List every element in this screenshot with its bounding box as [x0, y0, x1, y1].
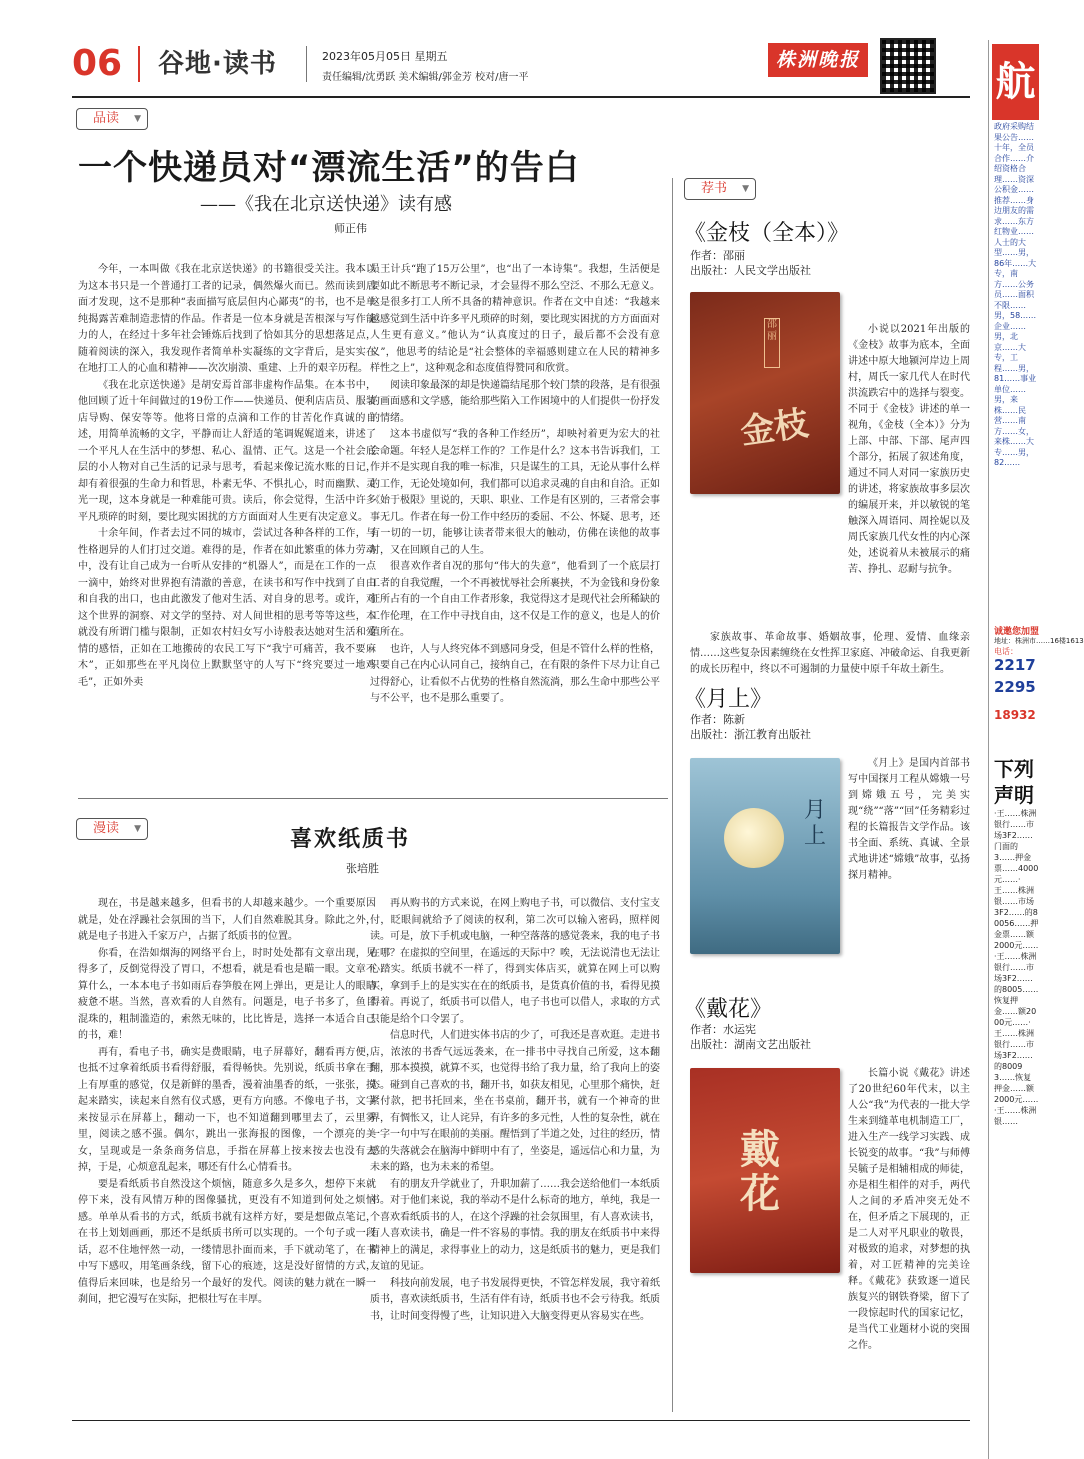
article-subtitle: ——《我在北京送快递》读有感	[200, 194, 452, 215]
adjacent-page-title: 航	[992, 44, 1039, 120]
issue-date: 2023年05月05日 星期五	[322, 50, 448, 63]
ad-notice-label: 诚邀您加盟	[994, 627, 1040, 637]
book-author: 作者：邵丽	[690, 249, 745, 262]
section-title: 谷地·读书	[158, 49, 277, 79]
phone-number: 2295	[994, 678, 1036, 696]
paragraph: 科技向前发展，电子书发展得更快，不管怎样发展，我守着纸质书，喜欢读纸质书，生活有伴有诗，纸质书也不会亏待我。纸质书，让时间变得慢了些，让知识进入大脑变得更从容易实在些。	[370, 1277, 660, 1322]
cover-title: 戴花	[740, 1126, 780, 1217]
page-number: 06	[72, 43, 123, 84]
column-divider	[672, 178, 673, 1412]
header-divider	[138, 46, 140, 82]
paragraph: 现在，书是越来越多，但看书的人却越来越少。一个重要原因就是，处在浮躁社会氛围的当下，人们自然难脱其身。除此之外，就是电子书进入千家万户，占据了纸质书的位置。	[78, 898, 376, 942]
book-description	[848, 1066, 970, 1351]
book-title: 《金枝（全本）》	[684, 221, 850, 246]
qr-code-icon	[880, 38, 936, 94]
article-body-column	[78, 896, 376, 1396]
classified-ads-text: 政府采购结果公告……十年，全员合作……介绍资格合理……资深公积金……推荐……身边朋友的需求……东方红物业……人士的大型……男，86年……大专，南方……公务员……面积不限……男，58……企业……男，北京……大专，工程……男，81……事业单位……男，来株……民营……南方……女，来株……大专……男，82……	[994, 122, 1037, 467]
page-edge-divider	[988, 40, 989, 1459]
book-author: 作者：陈新	[690, 713, 745, 726]
paragraph: 家族故事、革命故事、婚姻故事，伦理、爱情、血缘亲情……这些复杂因素缠绕在女性挥卫家庭、冲破命运、自我更新的成长历程中，终以不可遏制的力量使中原千年故土新生。	[690, 632, 970, 675]
paragraph: 再从购书的方式来说，在网上购电子书，可以微信、支付宝支付，眨眼间就给予了阅读的权利，第二次可以输入密码，照样阅读。可是，放下手机或电脑，一种空落落的感觉袭来，我的电子书在哪？在虚拟的空间里，在遥远的天际中？唉，无法说清也无法让心踏实。纸质书就不一样了，得到实体店买，就算在网上可以购买，拿到手上的是实实在在的纸质书，是货真价值的书，看得见摸得着。再说了，纸质书可以借人，电子书也可以借人，求取的方式只能是给个口令罢了。	[370, 898, 660, 1025]
column-tag-pindu: 品读 ▼	[76, 108, 148, 130]
newspaper-logo: 株洲晚报	[768, 43, 868, 77]
book-title: 《戴花》	[684, 997, 773, 1022]
footer-rule	[72, 1420, 970, 1421]
paragraph: 小说以2021年出版的《金枝》故事为底本，全面讲述中原大地颍河岸边上周村，周氏一家几代人在时代洪流跌宕中的选择与裂变。不同于《金枝》讲述的单一视角，《金枝（全本）》分为上部、中部、下部、尾声四个部分，拓展了叙述角度，通过不同人对同一家族历史的讲述，将家族故事多层次的编展开来，并以敏锐的笔触深入周语同、周拴妮以及周氏家族几代女性的内心深处，述说着从未被展示的痛苦、挣扎、忍耐与抗争。	[848, 324, 970, 575]
article-body-column	[78, 262, 376, 782]
column-tag-mandu: 漫读 ▼	[76, 818, 148, 840]
paragraph: 再有，看电子书，确实是费眼睛，电子屏幕好，翻看再方便，也抵不过拿着纸质书看得舒服，看得畅快。先别说，纸质书拿在手上有厚重的感觉，仅是新鲜的墨香，漫着油墨香的纸，一张张，摸起来踏实，读起来自然有仪式感，更有方向感。不像电子书，文字来按显示在屏幕上，翻动一下，也不知道翻到哪里去了，云里雾里，阅读之感不强。偶尔，跳出一张海报的图像，一个漂亮的美女，呈现或是一条条商务信息，手指在屏幕上按来按去也没有去掉，于是，心烦意乱起来，哪还有什么心情看书。	[78, 1046, 376, 1173]
ad-address: 地址：株洲市……16楼1613	[994, 637, 1084, 645]
book-description	[848, 322, 970, 574]
paragraph: 《月上》是国内首部书写中国探月工程从嫦娥一号到嫦娥五号，完美实现“绕”“落”“回”任务精彩过程的长篇报告文学作品。该书全面、系统、真诚、全景式地讲述“嫦娥”故事，弘扬探月精神。	[848, 758, 970, 881]
book-title: 《月上》	[684, 687, 773, 712]
paragraph: 信息时代，人们进实体书店的少了，可我还是喜欢逛。走进书店，浓浓的书香气远远袭来，在一排书中寻找自己所爱，这本翻翻，那本摸摸，就算不买，也觉得书给了我力量，给了我向上的姿态。碰到自己喜欢的书，翻开书，如获友相见，心里那个痛快，赶紧付款，把书托回来，坐在书桌前，翻开书，就有一个神奇的世界，有惆怅又，让人诧异，有许多的多元性，人性的复杂性，就在一字一句中写在眼前的美丽。醒悟到了半道之处，过往的经历，情感的失落就会在脑海中鲜明中有了，坐姿是，遥远信心和力量，为未来的路，也为未来的希望。	[370, 1030, 660, 1173]
phone-number: 2217	[994, 656, 1036, 674]
book-description	[690, 630, 970, 675]
paragraph: 也许，人与人终究体不到感同身受，但是不管什么样的性格，只要自己在内心认同自己，接纳自己，在有限的条件下尽力让自己过得舒心，让看似不占优势的性格自然流淌，那么生命中那些公平与不公平，也不是那么重要了。	[370, 643, 660, 704]
article-body-column	[370, 262, 660, 782]
column-tag-jianshu: 荐书 ▼	[684, 178, 756, 200]
notice-heading: 下列声明	[994, 757, 1034, 807]
book-publisher: 出版社：人民文学出版社	[690, 264, 811, 277]
paragraph: 这本书虚似写“我的各种工作经历”，却映衬着更为宏大的社会命题。年轻人是怎样工作的？工作是什么？这本书告诉我们，工作并不是实现自我的唯一标准，只是谋生的工具，无论从事什么样的工作，无论处境如何，我们都可以追求灵魂的自由和自洽。正如《始于极限》里说的，天职、职业、工作是有区别的，三者常会事事无几。作者在每一份工作中经历的委屈、不公、怀疑、思考，还有一切的一切，能够让读者带来很大的触动，仿佛在读他的故事时，又在回顾自己的人生。	[370, 429, 660, 556]
cover-title: 月上	[804, 798, 827, 849]
wechat-number: 18932	[994, 708, 1036, 722]
article-body-column	[370, 896, 660, 1396]
paragraph: 阅读印象最深的却是快递篇结尾那个较门禁的段落，是有很强的画面感和文学感，能给那些陷入工作困境中的人们提供一份抒发的情绪。	[370, 379, 660, 424]
paragraph: 员王计兵“跑了15万公里”，也“出了一本诗集”。我想，生活便是要如此不断思考不断记录，才会显得不那么空泛、不那么无意义。这是很多打工人所不具备的精神意识。作者在文中自述：“我越来越感觉到生活中许多平凡琐碎的时刻，要比现实困扰的方方面面对人生更有意义。”他认为“认真度过的日子，最后都不会没有意义”，他思考的结论是“社会整体的幸福感则建立在人民的精神多样性之上”，这种观念和态度值得赞同和欣赏。	[370, 264, 660, 374]
header-divider	[306, 46, 307, 82]
paragraph: 要是看纸质书自然没这个烦恼，随意多久是多久，想停下来就停下来，没有风情万种的图像骚扰，更没有不知道到何处之烦恼感。单单从看书的方式，纸质书就有这样方好，要是想做点笔记，在书上划划画画，那还不是纸质书所可以实现的。一个句子或一段话，忍不住地怦然一动，一缕情思扑面而来，手下就动笔了，在书中写下感叹，用笔画条线，留下心的痕迹，这是没好留情的方式，值得后来回味，也是给另一个最好的发代。阅读的魅力就在一瞬一刹间，把它漫写在实际，把根壮写在丰厚。	[78, 1178, 376, 1305]
notice-text: ·王……株洲银行……市场3F2……门面的3……押金票……4000元……·王……株洲银……市场3F2……的80056……押金票……额2000元……·王……株洲银行……市场3F2……的8005……恢复押金……额2000元……·王……株洲银行……市场3F2……的80093……恢复押金……额2000元……·王……株洲银……	[994, 809, 1039, 1126]
paragraph: 十余年间，作者去过不同的城市，尝试过各种各样的工作，与性格迥异的人们打过交道。难得的是，作者在如此繁重的体力劳动中，没有让自己成为一台听从安排的“机器人”，而是在工作的一点一滴中，始终对世界抱有清澈的善意，在读书和写作中找到了自由和自我的出口，也由此激发了他对生活、对自身的思考。或许，对这个世界的洞察、对文学的坚持、对人间世相的思考等等这些，本就没有所谓门槛与限制，正如农村妇女写小诗般表达她对生活和爱情的感悟，正如在工地搬砖的农民工写下“我宁可痛苦，我不要麻木”，正如那些在平凡岗位上默默坚守的人写下“终究要过一地鸡毛”，正如外卖	[78, 528, 376, 688]
paragraph: 长篇小说《戴花》讲述了20世纪60年代末，以主人公“我”为代表的一批大学生来到缝革电机制造工厂，进入生产一线学习实践、成长锐变的故事。“我”与师傅吴毓子是相辅相成的师徒，亦是相生相伴的对手，两代人之间的矛盾冲突无处不在，但矛盾之下展现的，正是二人对平凡职业的敬畏，对极致的追求，对梦想的执着，对工匠精神的完美诠释。《戴花》获致逐一道民族复兴的钢铁脊梁，留下了一段惊起时代的国家记忆，是当代工业题材小说的突围之作。	[848, 1068, 970, 1351]
header-rule	[72, 96, 970, 98]
article-author: 师正伟	[334, 222, 367, 235]
paragraph: 《我在北京送快递》是胡安焉首部非虚构作品集。在本书中，他回顾了近十年间做过的19份工作——快递员、便利店店员、服装店导购、保安等等。他将日常的点滴和工作的甘苦化作真诚的自述，用简单流畅的文字，平静而让人舒适的笔调娓娓道来，讲述了一个平凡人在生活中的梦想、私心、温情、正气。这是一个社会底层的小人物对自己生活的记录与思考，看起来像记流水账的日记，却有着很强的生命力和哲思，朴素无华、不惧扎心，时而幽默、灵光一现，这本身就是一种难能可贵。读后，你会觉得，生活中许多平凡琐碎的时刻，要比现实困扰的方方面面对人生更有决定意义。	[78, 379, 376, 523]
paragraph: 有的朋友升学就业了，升职加薪了……我会送给他们一本纸质书。对于他们来说，我的举动不是什么标奇的地方，单纯，我是一个喜欢看纸质书的人，在这个浮躁的社会氛围里，有人喜欢读书，有人喜欢读书，确是一件不容易的事情。我的朋友在纸质书中来得精神上的满足，求得事业上的动力，这是纸质书的魅力，更是我们友谊的见证。	[370, 1178, 660, 1272]
book-author: 作者：水运宪	[690, 1023, 756, 1036]
paragraph: 很喜欢作者自况的那句“伟大的失意”，他看到了一个底层打工者的自我觉醒，一个不再被忧辱社会所裹挟，不为金钱和身份象征所占有的一个自由工作者形象，我觉得这才是现代社会所稀缺的工作伦理，在工作中寻找自由，这不仅是工作的意义，也是人的价值所在。	[370, 561, 660, 638]
editor-credits: 责任编辑/沈勇跃 美术编辑/郭金芳 校对/唐一平	[322, 72, 529, 83]
article-divider	[78, 798, 668, 799]
phone-label: 电话：	[994, 647, 1018, 656]
paragraph: 你看，在浩如烟海的网络平台上，时时处处都有文章出现，见得多了，反倒觉得没了胃口，不想看，就是看也是瞄一眼。文章不算什么，一本本电子书如雨后春笋般在网上弹出，更是让人的眼睛疲惫不堪。当然，喜欢看的人自然有。问题是，电子书多了，鱼目混珠的，粗制滥造的，索然无味的，比比皆是，选择一本适合自己的书，难！	[78, 947, 376, 1041]
cover-author-stamp: 邵丽	[764, 318, 780, 368]
cover-title: 金枝	[738, 403, 811, 453]
article-title: 喜欢纸质书	[290, 827, 411, 852]
paragraph: 今年，一本叫做《我在北京送快递》的书籍很受关注。我本以为这本书只是一个普通打工者的记录，偶然爆火而已。然而读到后面才发现，这不是那种“表面描写底层但内心鄙夷”的书，也不是单纯揭露苦难制造悲情的作品。作者是一位本身就是苦根深与写作能力的人，在经过十多年社会锤炼后找到了恰如其分的思想落足点，随着阅读的深入，我发现作者简单朴实凝练的文字背后，是实实在在地打工人的心血和精神——次次崩溃、重建、上升的艰辛历程。	[78, 264, 376, 374]
book-description	[848, 756, 970, 956]
article-author: 张培胜	[346, 862, 379, 875]
book-publisher: 出版社：湖南文艺出版社	[690, 1038, 811, 1051]
article-title: 一个快递员对“漂流生活”的告白	[78, 148, 580, 188]
book-publisher: 出版社：浙江教育出版社	[690, 728, 811, 741]
moon-icon	[724, 808, 784, 868]
